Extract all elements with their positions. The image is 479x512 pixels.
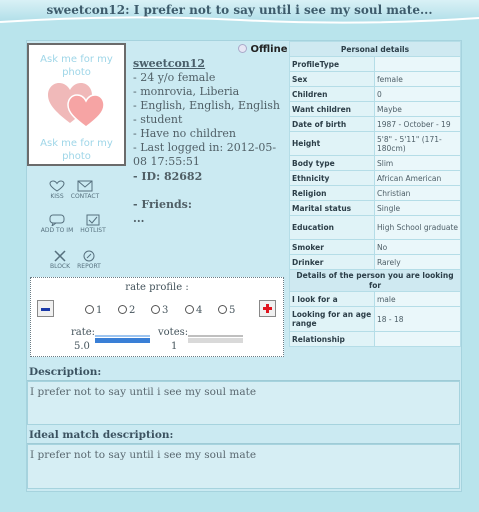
rate-label: rate:	[71, 327, 96, 338]
votes-bar	[188, 335, 243, 343]
rate-option-1[interactable]: 1	[85, 305, 102, 316]
block-button[interactable]: BLOCK	[41, 250, 79, 270]
rate-option-5[interactable]: 5	[218, 305, 235, 316]
info-line: - English, English, English	[133, 99, 280, 112]
info-line: - monrovia, Liberia	[133, 85, 240, 98]
page-title: sweetcon12: I prefer not to say until i see my soul mate...	[46, 3, 433, 17]
photo-placeholder-bottom: Ask me for my photo	[40, 138, 113, 162]
rate-option-2[interactable]: 2	[118, 305, 135, 316]
rate-plus-button[interactable]	[259, 300, 276, 317]
im-icon	[49, 214, 65, 226]
username-link[interactable]: sweetcon12	[133, 57, 206, 70]
personal-details-title: Personal details	[290, 42, 461, 57]
rate-minus-button[interactable]	[37, 300, 54, 317]
rate-option-3[interactable]: 3	[151, 305, 168, 316]
votes-label: votes:	[158, 327, 189, 338]
info-line: - Have no children	[133, 127, 236, 140]
description-heading: Description:	[27, 363, 460, 381]
profile-info	[133, 71, 288, 226]
rating-title: rate profile :	[125, 282, 189, 293]
rate-value: 5.0	[74, 341, 90, 352]
photo-placeholder-top: Ask me for my photo	[40, 54, 113, 78]
info-line-id: - ID: 82682	[133, 170, 203, 183]
hotlist-button[interactable]: HOTLIST	[74, 214, 112, 234]
kiss-button[interactable]: KISS	[38, 180, 76, 200]
contact-icon	[77, 180, 93, 192]
votes-value: 1	[171, 341, 178, 352]
rating-box	[30, 277, 284, 357]
block-icon	[52, 250, 68, 262]
description-text: I prefer not to say until i see my soul mate	[27, 381, 460, 425]
hotlist-icon	[85, 214, 101, 226]
info-line: - 24 y/o female	[133, 71, 216, 84]
kiss-icon	[49, 180, 65, 192]
ideal-match-text: I prefer not to say until i see my soul mate	[27, 444, 460, 489]
status-dot-icon	[238, 44, 247, 53]
looking-for-title: Details of the person you are looking for	[290, 270, 461, 292]
online-status: Offline	[238, 44, 287, 55]
rate-option-4[interactable]: 4	[185, 305, 202, 316]
hearts-icon	[48, 83, 106, 127]
header-wave	[0, 14, 479, 30]
add-to-im-button[interactable]: ADD TO IM	[38, 214, 76, 234]
contact-button[interactable]: CONTACT	[66, 180, 104, 200]
friends-label: - Friends:	[133, 198, 192, 211]
friends-more: ...	[133, 212, 145, 225]
profile-photo[interactable]	[27, 43, 126, 166]
info-line: - student	[133, 113, 183, 126]
rate-bar	[95, 335, 150, 343]
personal-details-table: Personal details ProfileType Sex female Children 0 Want children Maybe Date of birth 1987 - October - 19 Height 5'8" - 5'11" (171-180cm) Body type Slim Ethnicity African American Religion Christian Marital status Single Education High School graduate Smoker No Drinker Rarely Details of the person you are looking for I look for a male Looking for an age range 18 - 18 Relationship	[289, 41, 461, 347]
info-line	[133, 184, 288, 198]
ideal-match-heading: Ideal match description:	[27, 426, 460, 444]
report-button[interactable]: REPORT	[70, 250, 108, 270]
info-line: - Last logged in: 2012-05-08 17:55:51	[133, 141, 277, 168]
report-icon	[81, 250, 97, 262]
